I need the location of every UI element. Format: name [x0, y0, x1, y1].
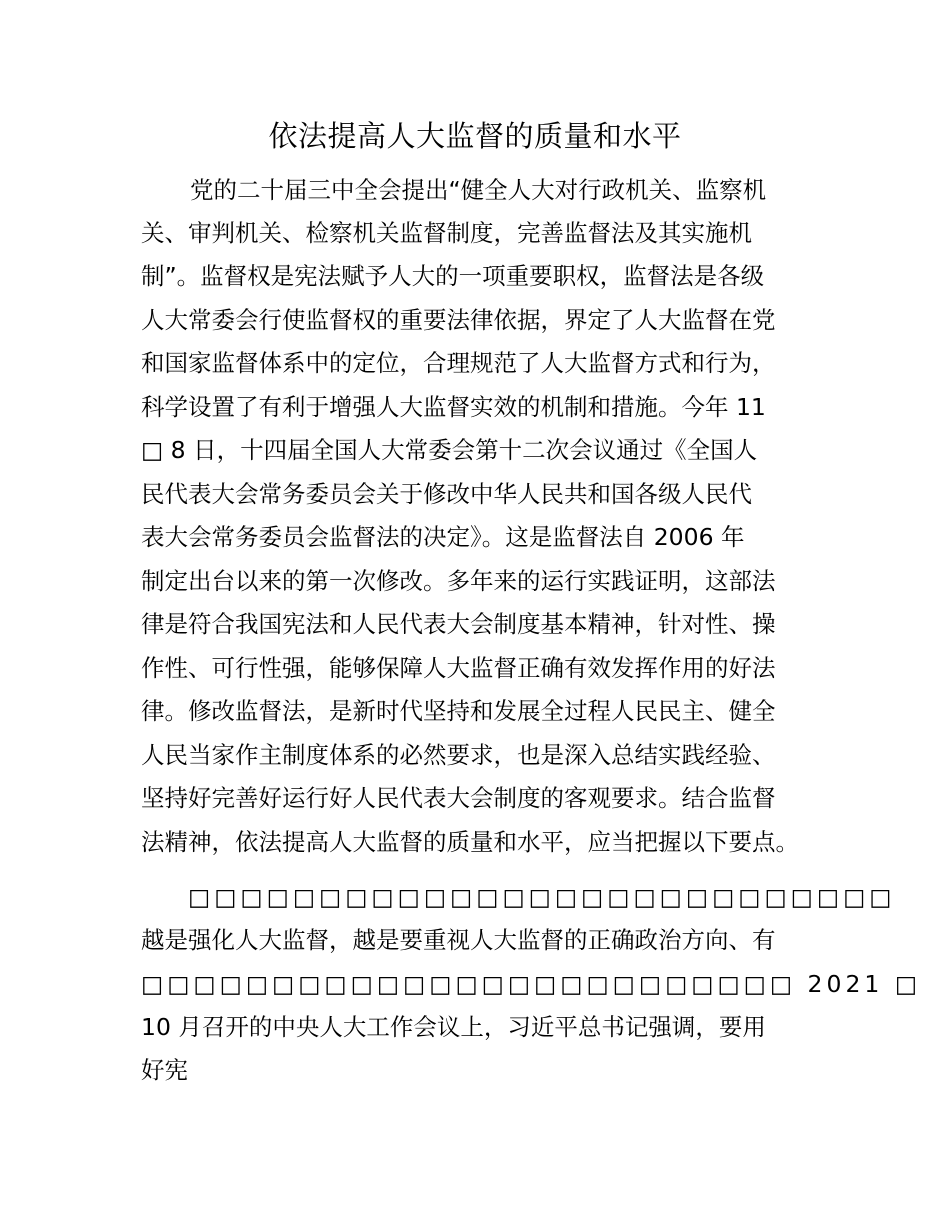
paragraph-line: 人民当家作主制度体系的必然要求，也是深入总结实践经验、 — [141, 741, 776, 769]
paragraph-line: 坚持好完善好运行好人民代表大会制度的客观要求。结合监督 — [141, 784, 776, 812]
paragraph-line: 律。修改监督法，是新时代坚持和发展全过程人民民主、健全 — [141, 697, 776, 725]
paragraph-line: 作性、可行性强，能够保障人大监督正确有效发挥作用的好法 — [141, 654, 776, 682]
document-title: 依法提高人大监督的质量和水平 — [268, 119, 682, 153]
paragraph-line: 法精神，依法提高人大监督的质量和水平，应当把握以下要点。 — [141, 828, 799, 856]
paragraph-line: 民代表大会常务委员会关于修改中华人民共和国各级人民代 — [141, 480, 752, 508]
paragraph-line: 越是强化人大监督，越是要重视人大监督的正确政治方向、有 — [141, 926, 776, 954]
paragraph-line: 科学设置了有利于增强人大监督实效的机制和措施。今年 11 — [141, 393, 766, 421]
paragraph-line: 好宪 — [141, 1056, 188, 1084]
paragraph-line-missing-glyphs: □□□□□□□□□□□□□□□□□□□□□□□□□ 2021 □ — [141, 970, 922, 998]
paragraph-line: 制”。监督权是宪法赋予人大的一项重要职权，监督法是各级 — [141, 262, 765, 290]
paragraph-line: 和国家监督体系中的定位，合理规范了人大监督方式和行为， — [141, 349, 776, 377]
paragraph-line: 关、审判机关、检察机关监督制度，完善监督法及其实施机 — [141, 219, 752, 247]
paragraph-line: 律是符合我国宪法和人民代表大会制度基本精神，针对性、操 — [141, 610, 776, 638]
paragraph-line: 人大常委会行使监督权的重要法律依据，界定了人大监督在党 — [141, 306, 776, 334]
paragraph-line-missing-glyphs: □□□□□□□□□□□□□□□□□□□□□□□□□□□ — [188, 883, 896, 911]
paragraph-line: □ 8 日，十四届全国人大常委会第十二次会议通过《全国人 — [141, 436, 758, 464]
paragraph-line: 表大会常务委员会监督法的决定》。这是监督法自 2006 年 — [141, 523, 745, 551]
paragraph-line: 党的二十届三中全会提出“健全人大对行政机关、监察机 — [190, 176, 767, 204]
paragraph-line: 制定出台以来的第一次修改。多年来的运行实践证明，这部法 — [141, 567, 776, 595]
paragraph-line: 10 月召开的中央人大工作会议上，习近平总书记强调，要用 — [141, 1013, 766, 1041]
